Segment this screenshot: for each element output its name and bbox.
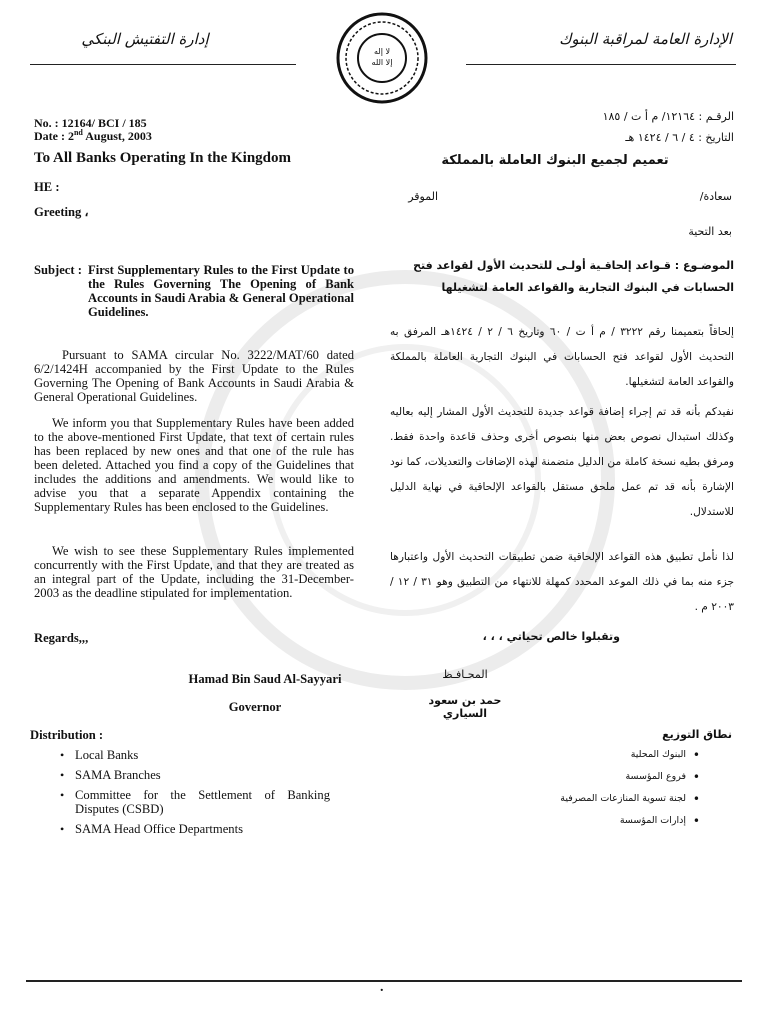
arabic-greeting: بعد التحية (688, 225, 732, 238)
arabic-signatory-title: المحـافـظ (442, 668, 488, 681)
arabic-reference-number: الرقـم : ١٢١٦٤/ م أ ت / ١٨٥ (602, 110, 734, 123)
bullet-icon: • (60, 822, 65, 836)
distribution-list (60, 748, 330, 836)
list-item: • Local Banks (60, 748, 139, 762)
footer-rule (26, 980, 742, 982)
list-item: • SAMA Head Office Departments (60, 822, 243, 836)
bullet-icon: • (60, 748, 65, 762)
distribution-label: Distribution : (30, 728, 104, 742)
svg-text:إلا الله: إلا الله (371, 58, 393, 67)
arabic-body-paragraph-2: نفيدكم بأنه قد تم إجراء إضافة قواعد جديدة للتحديث الأول المشار إليه بعاليه وكذلك استبدال نصوص بعض منها بنصوص أخرى وحذف قاعدة واحدة فقط. ومرفق بطيه نسخة كاملة من الدليل متضمنة لهذه الإضافات والتعديلات، كما نود الإشارة بأنه قد تم عمل ملحق مستقل بالقواعد الإلحاقية في نهاية الدليل للاستدلال. (390, 406, 734, 518)
reference-number: No. : 12164/ BCI / 185 (34, 116, 147, 130)
subject-text: First Supplementary Rules to the First Update to the Rules Governing The Opening of Bank Accounts in Saudi Arabia & General Operational Guidelines. (88, 263, 354, 319)
bullet-icon: • (692, 748, 700, 762)
list-item: • لجنة تسوية المنازعات المصرفية (500, 788, 700, 810)
body-paragraph-1: Pursuant to SAMA circular No. 3222/MAT/60 dated 6/2/1424H accompanied by the First Update to the Rules Governing The Opening of Bank Accounts in Saudi Arabia & General Operational Guidelines. (34, 348, 354, 404)
svg-text:لا إله: لا إله (373, 47, 391, 56)
bullet-icon: • (692, 770, 700, 784)
arabic-recipient-heading: تعميم لجميع البنوك العاملة بالمملكة (441, 153, 669, 168)
closing-regards: Regards,,, (34, 631, 89, 645)
subject-label: Subject : (34, 263, 82, 277)
arabic-letter-date: التاريخ : ٤ / ٦ / ١٤٢٤ هـ (625, 131, 734, 144)
list-item: • SAMA Branches (60, 768, 161, 782)
header-right-rule (466, 64, 736, 65)
body-paragraph-3: We wish to see these Supplementary Rules implemented concurrently with the First Update, and that they are treated as an integral part of the Update, including the 31-December-2003 as the deadline stipulated for implementation. (34, 544, 354, 600)
body-paragraph-2: We inform you that Supplementary Rules have been added to the above-mentioned First Update, that text of certain rules has been replaced by new ones and that one of the rule has been deleted. Attached you find a copy of the Guidelines that includes the additions and amendments. We would like to advise you that a separate Appendix containing the Supplementary Rules has been enclosed to the Guidelines. (34, 416, 354, 514)
arabic-body-paragraph-1: إلحاقاً بتعميمنا رقم ٣٢٢٢ / م أ ت / ٦٠ وتاريخ ٦ / ٢ / ١٤٢٤هـ المرفق به التحديث الأول لقواعد فتح الحسابات في البنوك التجارية العاملة بالمملكة والقواعد العامة لتشغيلها. (390, 326, 734, 388)
bullet-icon: • (60, 788, 65, 802)
arabic-respected: الموقر (408, 190, 438, 203)
header-left-department: إدارة التفتيش البنكي (81, 30, 209, 48)
arabic-subject: الموضـوع : قـواعد إلحاقـية أولـى للتحديث الأول لقواعد فتح الحسابات في البنوك التجارية والقواعد العامة لتشغيلها (413, 259, 734, 294)
arabic-he-line: سعادة/ (699, 190, 732, 203)
sama-seal-logo (334, 10, 430, 106)
bullet-icon: • (60, 768, 65, 782)
arabic-body-paragraph-3: لذا نأمل تطبيق هذه القواعد الإلحاقية ضمن تطبيقات التحديث الأول واعتبارها جزء منه بما في ذلك الموعد المحدد كمهلة للانتهاء من التطبيق وهو ٣١ / ١٢ / ٢٠٠٣ م . (390, 551, 735, 613)
header-left-rule (30, 64, 296, 65)
list-item: • Committee for the Settlement of Banking Disputes (CSBD) (60, 788, 330, 816)
arabic-distribution-label: نطاق التوزيع (662, 728, 732, 741)
signatory-name: Hamad Bin Saud Al-Sayyari (188, 672, 342, 686)
header-right-department: الإدارة العامة لمراقبة البنوك (559, 30, 732, 48)
list-item: • إدارات المؤسسة (500, 810, 700, 832)
bullet-icon: • (692, 792, 700, 806)
recipient-heading: To All Banks Operating In the Kingdom (34, 150, 292, 166)
greeting-line: Greeting ، (34, 205, 89, 219)
arabic-signatory-name: حمد بن سعود السياري (428, 694, 502, 720)
list-item: • فروع المؤسسة (500, 766, 700, 788)
signatory-title: Governor (228, 700, 282, 714)
arabic-closing-regards: وتقبلوا خالص تحياتي ، ، ، (482, 630, 620, 643)
he-line: HE : (34, 180, 60, 194)
arabic-distribution-list (500, 744, 700, 832)
bullet-icon: • (692, 814, 700, 828)
list-item: • البنوك المحلية (500, 744, 700, 766)
letter-date: Date : 2nd August, 2003 (34, 128, 152, 143)
footer-mark: . (380, 980, 384, 995)
